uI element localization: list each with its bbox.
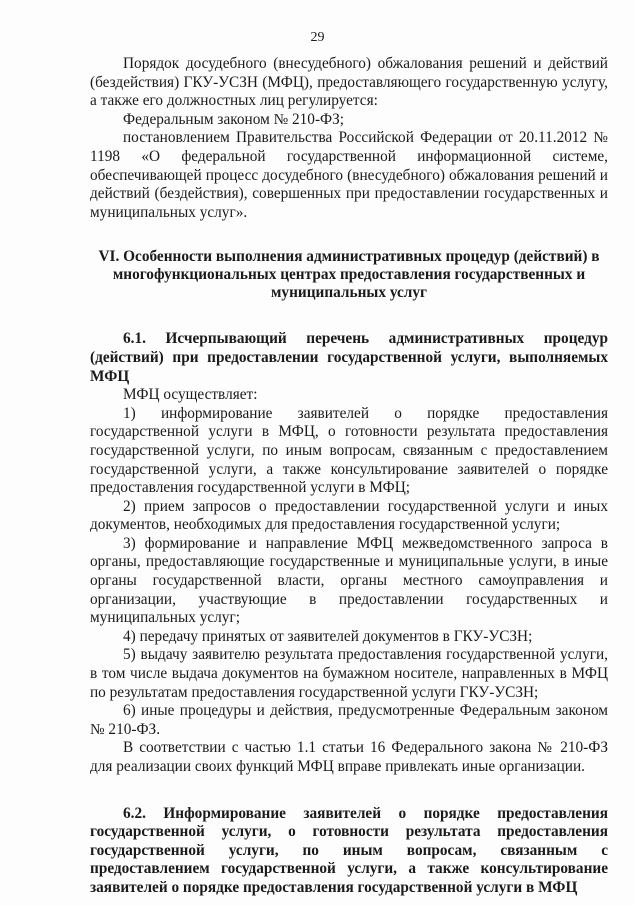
- intro-paragraph: Порядок досудебного (внесудебного) обжалования решений и действий (бездействия) ГКУ-УСЗН (МФЦ), предоставляющего государственную услугу, а также его должностных лиц регулируется:: [90, 55, 608, 110]
- closing-paragraph: В соответствии с частью 1.1 статьи 16 Федерального закона № 210-ФЗ для реализации своих функций МФЦ вправе привлекать иные организации.: [90, 739, 608, 775]
- subsection-heading-6-2: 6.2. Информирование заявителей о порядке предоставления государственной услуги, о готовности результата предоставления государственной услуги, по иным вопросам, связанным с предоставлением государственной услуги, а также консультирование заявителей о порядке предоставления государственной услуги в МФЦ: [90, 804, 608, 896]
- document-body: [90, 55, 608, 898]
- intro-paragraph: постановлением Правительства Российской Федерации от 20.11.2012 № 1198 «О федеральной государственной информационной системе, обеспечивающей процесс досудебного (внесудебного) обжалования решений и действий (бездействия), совершенных при предоставлении государственных и муниципальных услуг».: [90, 129, 608, 221]
- subsection-lead: МФЦ осуществляет:: [123, 386, 258, 404]
- list-item: 3) формирование и направление МФЦ межведомственного запроса в органы, предоставляющие государственные и муниципальные услуги, в иные органы государственной власти, органы местного самоуправления и организации, участвующие в предоставлении государственных и муниципальных услуг;: [90, 534, 608, 627]
- intro-paragraph: Федеральным законом № 210-ФЗ;: [123, 110, 345, 128]
- list-item: 1) информирование заявителей о порядке предоставления государственной услуги в МФЦ, о готовности результата предоставления государственной услуги, по иным вопросам, связанным с предоставлением государственной услуги, а также консультирование заявителей о порядке предоставления государственной услуги в МФЦ;: [90, 404, 608, 497]
- list-item: 5) выдачу заявителю результата предоставления государственной услуги, в том числе выдача документов на бумажном носителе, направленных в МФЦ по результатам предоставления государственной услуги ГКУ-УСЗН;: [90, 646, 608, 701]
- list-item: 6) иные процедуры и действия, предусмотренные Федеральным законом № 210-ФЗ.: [90, 702, 608, 738]
- subsection-heading-6-1: 6.1. Исчерпывающий перечень административных процедур (действий) при предоставлении государственной услуги, выполняемых МФЦ: [90, 330, 608, 385]
- section-heading: VI. Особенности выполнения административных процедур (действий) в многофункциональных центрах предоставления государственных и муниципальных услуг: [98, 248, 600, 302]
- list-item: 2) прием запросов о предоставлении государственной услуги и иных документов, необходимых для предоставления государственной услуги;: [90, 497, 608, 534]
- page-number: 29: [310, 30, 325, 45]
- list-item: 4) передачу принятых от заявителей документов в ГКУ-УСЗН;: [123, 627, 533, 645]
